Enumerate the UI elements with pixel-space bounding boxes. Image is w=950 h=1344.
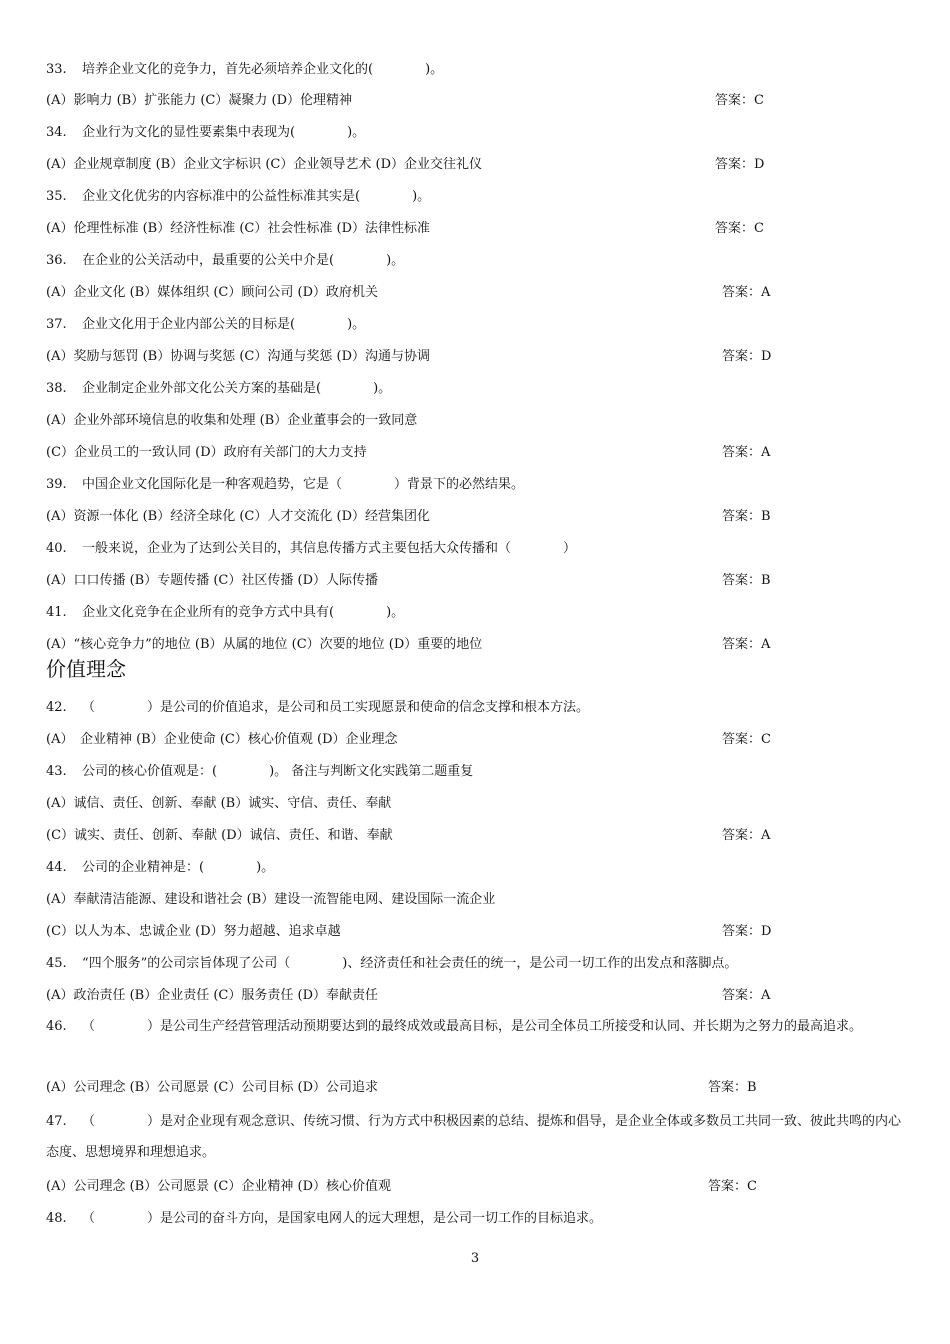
question-number: 43.	[46, 764, 67, 779]
question-text	[46, 124, 365, 142]
question-stem: 公司的核心价值观是：( )。 备注与判断文化实践第二题重复	[82, 764, 474, 779]
answer-key: 答案：D	[722, 924, 772, 939]
answer-options: (A）口口传播 (B）专题传播 (C）社区传播 (D）人际传播	[46, 573, 378, 588]
question-stem: 企业行为文化的显性要素集中表现为( )。	[82, 125, 366, 140]
answer-options: (C）企业员工的一致认同 (D）政府有关部门的大力支持	[46, 445, 367, 460]
answer-options: (A）奖励与惩罚 (B）协调与奖惩 (C）沟通与奖惩 (D）沟通与协调	[46, 349, 430, 364]
answer-options: (A）公司理念 (B）公司愿景 (C）公司目标 (D）公司追求	[46, 1080, 378, 1095]
question-text	[46, 1011, 906, 1042]
question-number: 34.	[46, 125, 67, 140]
question-stem: 企业文化优劣的内容标准中的公益性标准其实是( )。	[82, 189, 431, 204]
question-text	[46, 316, 365, 334]
question-stem: （ ）是公司的价值追求，是公司和员工实现愿景和使命的信念支撑和根本方法。	[82, 700, 590, 715]
page-number: 3	[470, 1251, 480, 1266]
answer-key: 答案：B	[708, 1080, 757, 1095]
question-number: 48.	[46, 1211, 67, 1226]
answer-key: 答案：B	[722, 573, 771, 588]
answer-options: (C）诚实、责任、创新、奉献 (D）诚信、责任、和谐、奉献	[46, 828, 393, 843]
answer-options: (A）公司理念 (B）公司愿景 (C）企业精神 (D）核心价值观	[46, 1179, 391, 1194]
question-stem: 中国企业文化国际化是一种客观趋势，它是（ ）背景下的必然结果。	[82, 477, 525, 492]
question-stem: 培养企业文化的竞争力，首先必须培养企业文化的( )。	[82, 62, 444, 77]
question-number: 47.	[46, 1114, 67, 1129]
answer-key: 答案：B	[722, 509, 771, 524]
answer-key: 答案：C	[715, 221, 764, 236]
question-text	[46, 252, 404, 270]
answer-options: (A）影响力 (B）扩张能力 (C）凝聚力 (D）伦理精神	[46, 93, 352, 108]
section-heading: 价值理念	[46, 657, 126, 681]
question-stem: （ ）是公司的奋斗方向，是国家电网人的远大理想，是公司一切工作的目标追求。	[82, 1211, 603, 1226]
question-text	[46, 61, 443, 79]
answer-options: (A）资源一体化 (B）经济全球化 (C）人才交流化 (D）经营集团化	[46, 509, 430, 524]
question-stem: （ ）是对企业现有观念意识、传统习惯、行为方式中积极因素的总结、提炼和倡导，是企业全体或多数员工共同一致、彼此共鸣的内心态度、思想境界和理想追求。	[46, 1114, 902, 1160]
answer-options: (A）伦理性标准 (B）经济性标准 (C）社会性标准 (D）法律性标准	[46, 221, 430, 236]
question-stem: （ ）是公司生产经营管理活动预期要达到的最终成效或最高目标，是公司全体员工所接受和认同、并长期为之努力的最高追求。	[82, 1019, 863, 1034]
question-text	[46, 476, 524, 494]
question-text	[46, 763, 473, 781]
question-stem: 一般来说，企业为了达到公关目的，其信息传播方式主要包括大众传播和（ ）	[82, 541, 577, 556]
question-text	[46, 1210, 602, 1228]
answer-options: (A）“核心竞争力”的地位 (B）从属的地位 (C）次要的地位 (D）重要的地位	[46, 637, 483, 652]
question-text	[46, 188, 430, 206]
question-text	[46, 380, 391, 398]
answer-key: 答案：C	[722, 732, 771, 747]
answer-key: 答案：A	[722, 445, 771, 460]
answer-key: 答案：D	[722, 349, 772, 364]
answer-key: 答案：A	[722, 285, 771, 300]
answer-key: 答案：C	[715, 93, 764, 108]
answer-options: (A）企业外部环境信息的收集和处理 (B）企业董事会的一致同意	[46, 413, 418, 428]
question-number: 44.	[46, 860, 67, 875]
answer-key: 答案：D	[715, 157, 765, 172]
question-number: 36.	[46, 253, 67, 268]
question-number: 46.	[46, 1019, 67, 1034]
question-number: 38.	[46, 381, 67, 396]
question-number: 41.	[46, 605, 67, 620]
answer-key: 答案：C	[708, 1179, 757, 1194]
question-stem: 公司的企业精神是：( )。	[82, 860, 275, 875]
question-text	[46, 699, 589, 717]
question-number: 39.	[46, 477, 67, 492]
answer-options: (A）政治责任 (B）企业责任 (C）服务责任 (D）奉献责任	[46, 988, 378, 1003]
question-number: 35.	[46, 189, 67, 204]
answer-options: (A）诚信、责任、创新、奉献 (B）诚实、守信、责任、奉献	[46, 796, 392, 811]
question-text	[46, 540, 576, 558]
question-stem: “四个服务”的公司宗旨体现了公司（ )、经济责任和社会责任的统一，是公司一切工作的出发点和落脚点。	[82, 956, 738, 971]
answer-options: (A）企业文化 (B）媒体组织 (C）顾问公司 (D）政府机关	[46, 285, 378, 300]
question-stem: 企业文化竞争在企业所有的竞争方式中具有( )。	[82, 605, 405, 620]
question-number: 33.	[46, 62, 67, 77]
question-text	[46, 1106, 906, 1168]
question-number: 45.	[46, 956, 67, 971]
question-text	[46, 955, 737, 973]
answer-key: 答案：A	[722, 637, 771, 652]
question-stem: 企业制定企业外部文化公关方案的基础是( )。	[82, 381, 392, 396]
answer-key: 答案：A	[722, 988, 771, 1003]
answer-options: (C）以人为本、忠诚企业 (D）努力超越、追求卓越	[46, 924, 341, 939]
question-number: 42.	[46, 700, 67, 715]
answer-options: (A） 企业精神 (B）企业使命 (C）核心价值观 (D）企业理念	[46, 732, 398, 747]
question-text	[46, 604, 404, 622]
answer-options: (A）企业规章制度 (B）企业文字标识 (C）企业领导艺术 (D）企业交往礼仪	[46, 157, 482, 172]
answer-options: (A）奉献清洁能源、建设和谐社会 (B）建设一流智能电网、建设国际一流企业	[46, 892, 496, 907]
question-stem: 企业文化用于企业内部公关的目标是( )。	[82, 317, 366, 332]
answer-key: 答案：A	[722, 828, 771, 843]
question-number: 40.	[46, 541, 67, 556]
question-number: 37.	[46, 317, 67, 332]
question-text	[46, 859, 274, 877]
question-stem: 在企业的公关活动中，最重要的公关中介是( )。	[82, 253, 405, 268]
